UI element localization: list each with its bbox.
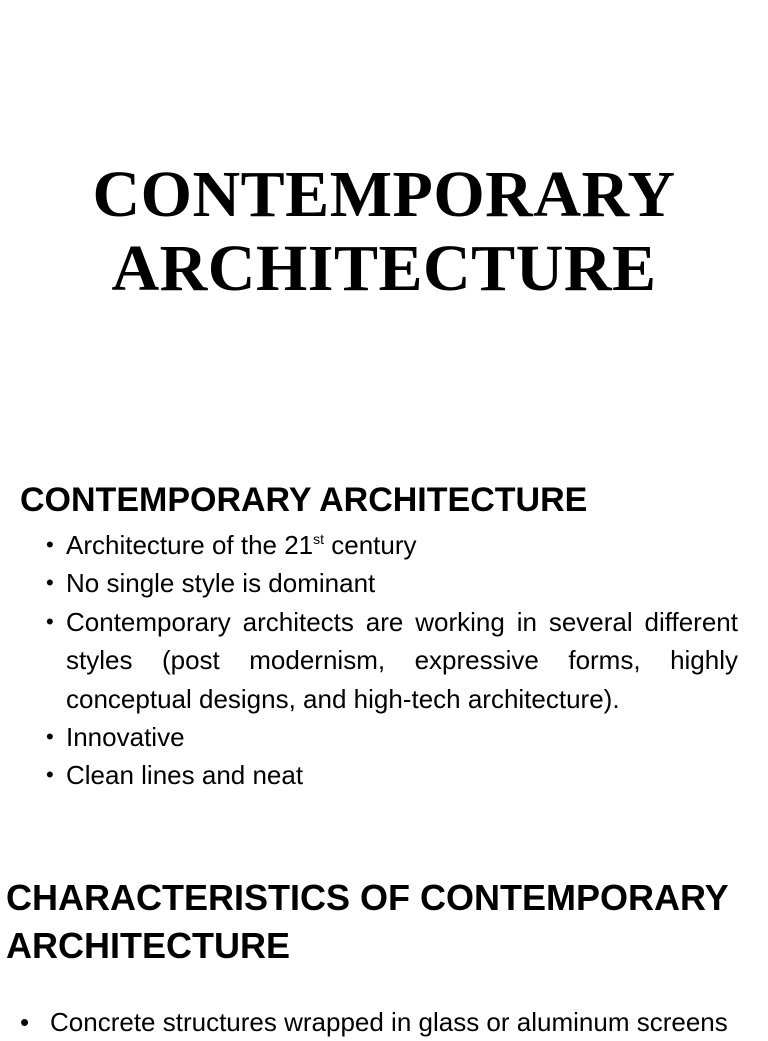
slide-title-line-2: ARCHITECTURE xyxy=(111,232,657,305)
list-item xyxy=(46,526,738,564)
list-item xyxy=(46,718,738,756)
section-heading-characteristics xyxy=(6,874,746,970)
ordinal-superscript: st xyxy=(313,531,325,547)
section-heading-line-2: ARCHITECTURE xyxy=(6,925,290,966)
list-item-text xyxy=(66,530,417,560)
list-item-text: Clean lines and neat xyxy=(66,760,304,791)
bullet-icon: • xyxy=(46,532,54,557)
bullet-icon: • xyxy=(46,570,54,596)
bullet-icon: • xyxy=(46,608,54,634)
contemporary-architecture-bullet-list xyxy=(46,526,738,795)
slide-title-line-1: CONTEMPORARY xyxy=(92,158,676,231)
section-heading-line-1: CHARACTERISTICS OF CONTEMPORARY xyxy=(6,877,729,918)
list-item-text-main: Architecture of the 21 xyxy=(66,530,314,560)
list-item-text: Innovative xyxy=(66,722,185,753)
list-item-text: Contemporary architects are working in several different styles (post modernism, expressive forms, highly conceptual designs, and high-tech architecture). xyxy=(66,606,738,714)
bullet-icon: • xyxy=(46,724,54,750)
section-heading-contemporary-architecture: CONTEMPORARY ARCHITECTURE xyxy=(20,481,588,519)
list-item-text-suffix: century xyxy=(324,530,417,560)
list-item xyxy=(46,564,738,602)
list-item-text: Concrete structures wrapped in glass or aluminum screens xyxy=(50,1007,728,1037)
list-item xyxy=(46,603,738,718)
characteristics-list-item xyxy=(20,1003,760,1041)
list-item-text: No single style is dominant xyxy=(66,568,376,599)
slide-title xyxy=(0,158,768,306)
bullet-icon: • xyxy=(46,762,54,788)
bullet-icon: • xyxy=(20,1007,30,1037)
list-item xyxy=(46,756,738,794)
